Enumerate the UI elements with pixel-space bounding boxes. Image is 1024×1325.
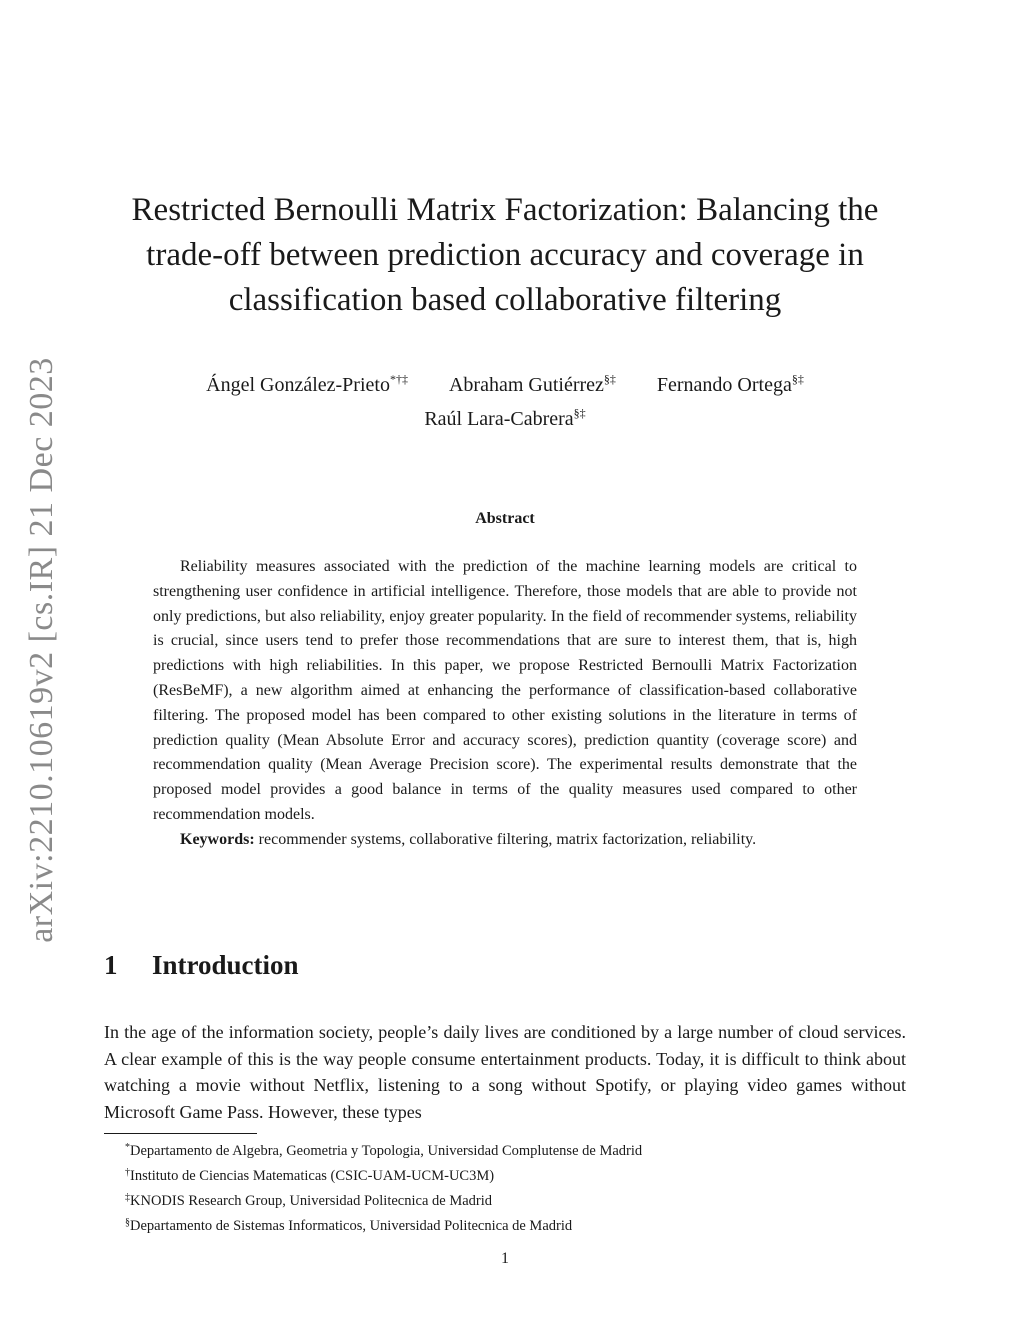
section-paragraph: In the age of the information society, people’s daily lives are conditioned by a large number of cloud services. A clear example of this is the way people consume entertainment products. Today, it is difficult to think about watching a movie without Netflix, listening to a song without Spotify, or playing video games without Microsoft Game Pass. However, these types xyxy=(104,1022,906,1122)
abstract-text: Reliability measures associated with the prediction of the machine learning models are critical to strengthening user confidence in artificial intelligence. Therefore, those models that are able to provide not only predictions, but also reliability, enjoy greater popularity. In the field of recommender systems, reliability is crucial, since users tend to prefer those recommendations that are sure to interest them, that is, high predictions with high reliabilities. In this paper, we propose Restricted Bernoulli Matrix Factorization (ResBeMF), a new algorithm aimed at enhancing the performance of classification-based collaborative filtering. The proposed model has been compared to other existing solutions in the literature in terms of prediction quality (Mean Absolute Error and accuracy scores), prediction quantity (coverage score) and recommendation quality (Mean Average Precision score). The experimental results demonstrate that the proposed model provides a good balance in terms of the quality measures used compared to other recommendation models. xyxy=(153,558,857,823)
author xyxy=(657,365,804,399)
section-title: Introduction xyxy=(152,950,299,980)
author-name: Fernando Ortega xyxy=(656,374,792,396)
footnote-mark: * xyxy=(125,1142,130,1153)
keywords xyxy=(153,828,857,853)
author-name: Raúl Lara-Cabrera xyxy=(424,408,574,430)
footnote-divider xyxy=(104,1133,257,1134)
footnote-mark: † xyxy=(125,1167,130,1178)
author-affiliation-marks: §‡ xyxy=(791,372,804,386)
abstract-heading: Abstract xyxy=(475,510,535,527)
footnotes xyxy=(125,1137,905,1237)
author-name: Abraham Gutiérrez xyxy=(448,374,604,396)
section-number: 1 xyxy=(104,950,118,980)
footnote-mark: § xyxy=(125,1217,130,1228)
author-affiliation-marks: §‡ xyxy=(603,372,616,386)
arxiv-stamp: arXiv:2210.10619v2 [cs.IR] 21 Dec 2023 xyxy=(23,357,60,943)
author-affiliation-marks: *†‡ xyxy=(389,372,408,386)
footnote-mark: ‡ xyxy=(125,1192,130,1203)
section-body xyxy=(104,1019,906,1125)
author-list xyxy=(104,365,906,433)
footnote-text: Departamento de Sistemas Informaticos, Universidad Politecnica de Madrid xyxy=(130,1218,573,1234)
footnote-text: KNODIS Research Group, Universidad Politecnica de Madrid xyxy=(130,1193,493,1209)
keywords-label: Keywords: xyxy=(180,830,255,848)
footnote-text: Instituto de Ciencias Matematicas (CSIC-UAM-UCM-UC3M) xyxy=(130,1168,495,1184)
footnote-text: Departamento de Algebra, Geometria y Topologia, Universidad Complutense de Madrid xyxy=(130,1143,643,1159)
author-name: Ángel González-Prieto xyxy=(206,374,390,396)
footnote xyxy=(125,1212,905,1237)
author xyxy=(206,365,408,399)
footnote xyxy=(125,1162,905,1187)
paper-title: Restricted Bernoulli Matrix Factorization: Balancing the trade-off between prediction accuracy and coverage in classification based collaborative filtering xyxy=(131,192,879,318)
author xyxy=(449,365,616,399)
footnote xyxy=(125,1187,905,1212)
author xyxy=(424,399,585,433)
author-affiliation-marks: §‡ xyxy=(573,406,586,420)
footnote xyxy=(125,1137,905,1162)
page-number: 1 xyxy=(501,1250,509,1267)
keywords-text: recommender systems, collaborative filtering, matrix factorization, reliability. xyxy=(258,830,757,848)
section-heading xyxy=(104,950,299,981)
abstract-body xyxy=(153,555,857,853)
